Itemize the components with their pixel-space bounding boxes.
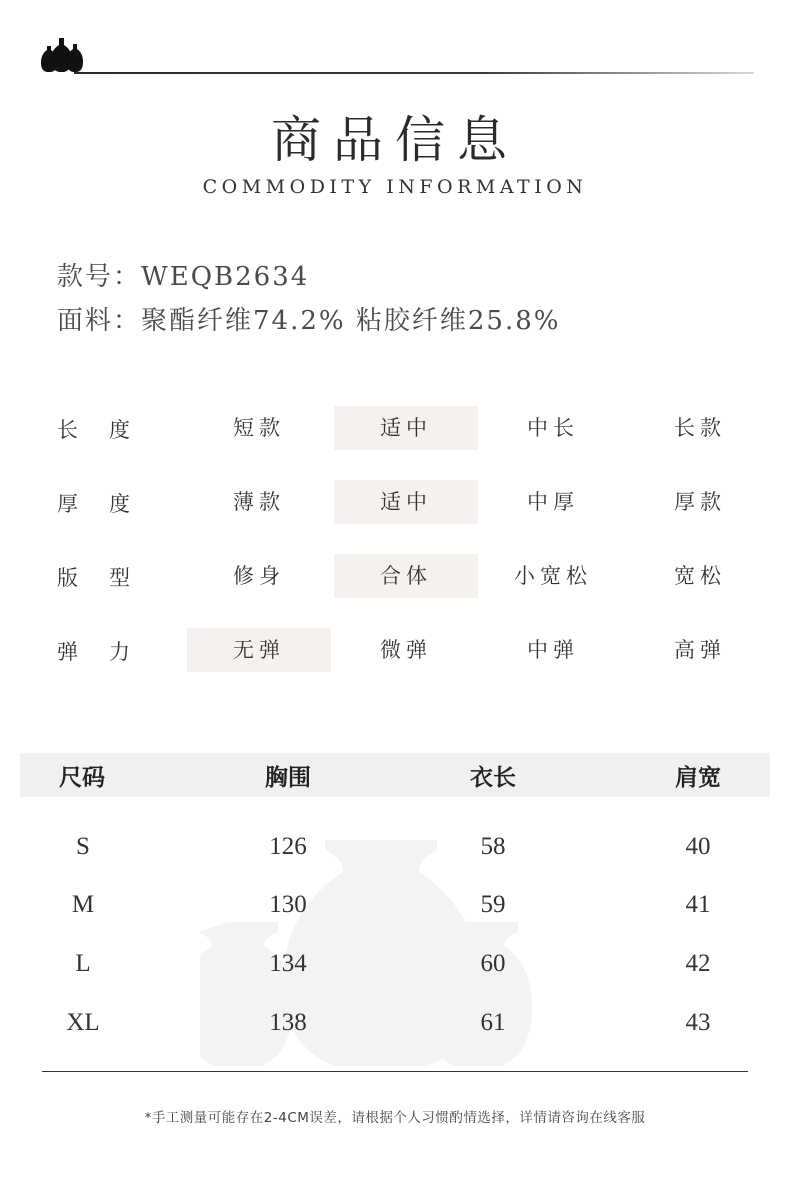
attr-option: 小宽松	[514, 564, 592, 588]
page-title: 商品信息	[271, 111, 519, 169]
table-row	[0, 1009, 790, 1049]
attr-option-selected: 无弹	[187, 628, 331, 672]
cell-length: 59	[480, 891, 506, 918]
table-row	[0, 891, 790, 931]
attr-label-char: 度	[109, 418, 130, 442]
attr-option-selected: 合体	[334, 554, 478, 598]
header-shoulder: 肩宽	[675, 765, 721, 791]
cell-length: 60	[480, 950, 506, 977]
attr-label-char: 厚	[57, 492, 78, 516]
attr-option: 宽松	[674, 564, 726, 588]
attr-option-selected: 适中	[334, 406, 478, 450]
cell-length: 61	[480, 1009, 506, 1036]
header-length: 衣长	[470, 765, 516, 791]
attr-label-char: 型	[109, 566, 130, 590]
attr-option-selected: 适中	[334, 480, 478, 524]
style-number	[57, 256, 309, 293]
page-subtitle: COMMODITY INFORMATION	[202, 176, 588, 198]
cell-size: L	[75, 950, 91, 977]
vases-icon	[38, 36, 86, 76]
attr-label-char: 弹	[57, 640, 78, 664]
attr-row-length	[0, 406, 790, 450]
attr-label-char: 度	[109, 492, 130, 516]
attr-row-stretch	[0, 628, 790, 672]
header-chest: 胸围	[265, 765, 311, 791]
header-size: 尺码	[59, 765, 105, 791]
style-number-value: WEQB2634	[141, 262, 310, 292]
attr-label-char: 长	[57, 418, 78, 442]
fabric-info	[57, 300, 560, 337]
attr-label	[57, 636, 130, 666]
cell-chest: 134	[269, 950, 307, 977]
attr-option: 厚款	[674, 490, 726, 514]
attr-option: 薄款	[233, 490, 285, 514]
attr-option: 高弹	[674, 638, 726, 662]
cell-chest: 138	[269, 1009, 307, 1036]
measurement-note: *手工测量可能存在2-4CM误差，请根据个人习惯酌情选择，详情请咨询在线客服	[144, 1110, 646, 1126]
attr-row-fit	[0, 554, 790, 598]
table-row	[0, 950, 790, 990]
size-table-header	[20, 753, 770, 797]
attr-option: 修身	[233, 564, 285, 588]
attr-option: 中长	[527, 416, 579, 440]
cell-size: XL	[66, 1009, 100, 1036]
cell-length: 58	[480, 833, 506, 860]
cell-chest: 130	[269, 891, 307, 918]
attr-label	[57, 562, 130, 592]
attr-option: 短款	[233, 416, 285, 440]
cell-shoulder: 40	[685, 833, 711, 860]
top-divider	[74, 72, 754, 74]
cell-shoulder: 42	[685, 950, 711, 977]
attr-option: 微弹	[380, 638, 432, 662]
attr-row-thickness	[0, 480, 790, 524]
cell-size: M	[71, 891, 95, 918]
fabric-value: 聚酯纤维74.2% 粘胶纤维25.8%	[141, 306, 561, 336]
style-number-label: 款号：	[57, 262, 142, 292]
attr-label-char: 力	[109, 640, 130, 664]
cell-shoulder: 41	[685, 891, 711, 918]
table-row	[0, 833, 790, 873]
attr-label	[57, 414, 130, 444]
attr-label-char: 版	[57, 566, 78, 590]
fabric-label: 面料：	[57, 306, 142, 336]
attr-option: 长款	[674, 416, 726, 440]
attr-option: 中厚	[527, 490, 579, 514]
cell-chest: 126	[269, 833, 307, 860]
cell-size: S	[76, 833, 90, 860]
cell-shoulder: 43	[685, 1009, 711, 1036]
bottom-divider	[42, 1071, 748, 1072]
attr-option: 中弹	[527, 638, 579, 662]
attr-label	[57, 488, 130, 518]
